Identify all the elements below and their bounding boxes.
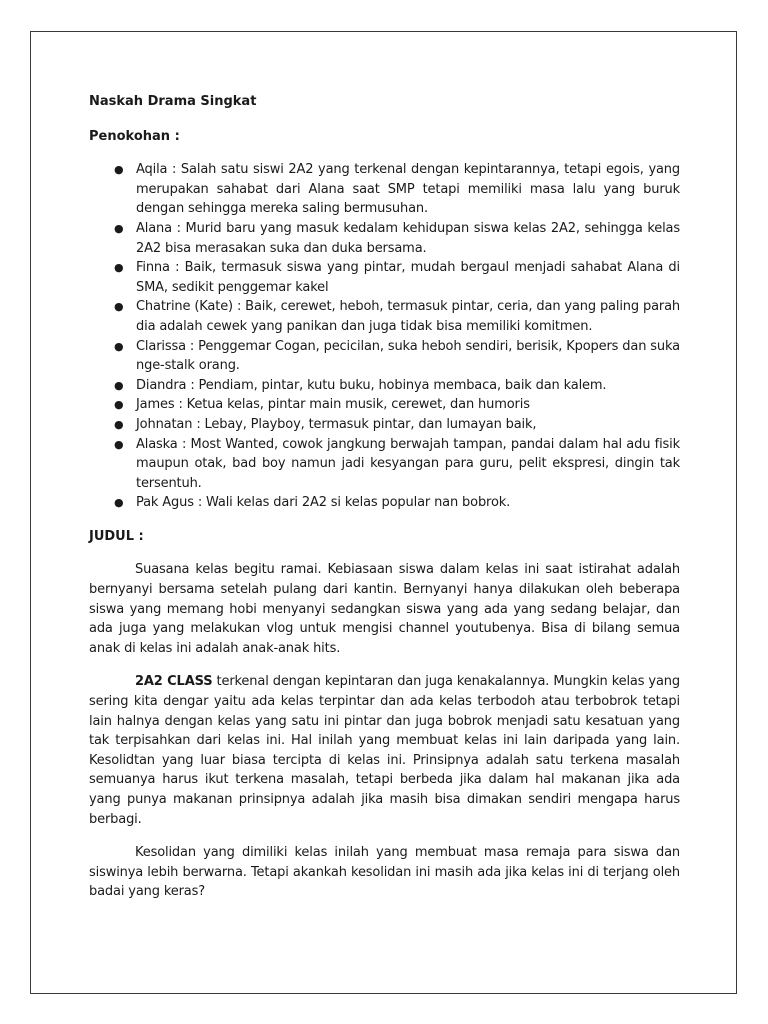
character-list [89, 160, 680, 513]
list-item: ● Alana : Murid baru yang masuk kedalam kehidupan siswa kelas 2A2, sehingga kelas 2A2 bisa merasakan suka dan duka bersama. [114, 220, 680, 256]
paragraph-2 [89, 672, 680, 829]
bullet-icon: ● [114, 221, 124, 235]
list-item: ● Alaska : Most Wanted, cowok jangkung berwajah tampan, pandai dalam hal adu fisik maupun otak, bad boy namun jadi kesyangan para guru, pelit ekspresi, dingin tak tersentuh. [114, 436, 680, 491]
list-item: ● Diandra : Pendiam, pintar, kutu buku, hobinya membaca, baik dan kalem. [89, 376, 680, 396]
list-item: ● Johnatan : Lebay, Playboy, termasuk pintar, dan lumayan baik, [89, 415, 680, 435]
list-item: ● Finna : Baik, termasuk siswa yang pintar, mudah bergaul menjadi sahabat Alana di SMA, sedikit penggemar kakel [114, 260, 680, 295]
list-item: ● Chatrine (Kate) : Baik, cerewet, heboh, termasuk pintar, ceria, dan yang paling parah dia adalah cewek yang panikan dan juga tidak bisa memiliki komitmen. [114, 299, 680, 334]
paragraph-3: Kesolidan yang dimiliki kelas inilah yang membuat masa remaja para siswa dan siswinya lebih berwarna. Tetapi akankah kesolidan ini masih ada jika kelas ini di terjang oleh badai yang keras? [89, 845, 680, 900]
list-item: ● James : Ketua kelas, pintar main musik, cerewet, dan humoris [89, 395, 680, 415]
bullet-icon: ● [114, 417, 124, 431]
bullet-icon: ● [114, 378, 124, 392]
paragraph-1: Suasana kelas begitu ramai. Kebiasaan siswa dalam kelas ini saat istirahat adalah bernyanyi bersama setelah pulang dari kantin. Bernyanyi hanya dilakukan oleh beberapa siswa yang memang hobi menyanyi sedangkan siswa yang ada yang sedang belajar, dan ada juga yang melakukan vlog untuk mengisi channel youtubenya. Bisa di bilang semua anak di kelas ini adalah anak-anak hits. [89, 562, 680, 656]
class-name-emphasis: 2A2 CLASS [135, 674, 213, 690]
judul-heading: JUDUL : [89, 528, 144, 544]
paragraph-2-text: terkenal dengan kepintaran dan juga kenakalannya. Mungkin kelas yang sering kita dengar yaitu ada kelas terpintar dan ada kelas terbodoh atau terbobrok tetapi lain halnya dengan kelas yang satu ini pintar dan juga bobrok menjadi satu kesatuan yang tak terpisahkan dari kelas ini. Hal inilah yang membuat kelas ini lain daripada yang lain. Kesolidtan yang luar biasa tercipta di kelas ini. Prinsipnya adalah satu terkena masalah semuanya harus ikut terkena masalah, tetapi berbeda jika dalam hal makanan jika ada yang punya makanan prinsipnya adalah jika masih bisa dimakan sendiri mengapa harus berbagi. [89, 674, 680, 827]
bullet-icon: ● [114, 339, 124, 353]
penokohan-heading: Penokohan : [89, 128, 180, 144]
bullet-icon: ● [114, 261, 124, 275]
list-item: ● Pak Agus : Wali kelas dari 2A2 si kelas popular nan bobrok. [89, 493, 680, 513]
list-item: ● Aqila : Salah satu siswi 2A2 yang terkenal dengan kepintarannya, tetapi egois, yang merupakan sahabat dari Alana saat SMP tetapi memiliki masa lalu yang buruk dengan sehingga mereka saling bermusuhan. [114, 162, 680, 217]
bullet-icon: ● [114, 437, 124, 451]
document-title: Naskah Drama Singkat [89, 94, 257, 109]
list-item: ● Clarissa : Penggemar Cogan, pecicilan, suka heboh sendiri, berisik, Kpopers dan suka nge-stalk orang. [114, 338, 680, 374]
bullet-icon: ● [114, 300, 124, 314]
document-body [89, 92, 680, 902]
bullet-icon: ● [114, 398, 124, 412]
bullet-icon: ● [114, 496, 124, 510]
bullet-icon: ● [114, 163, 124, 177]
